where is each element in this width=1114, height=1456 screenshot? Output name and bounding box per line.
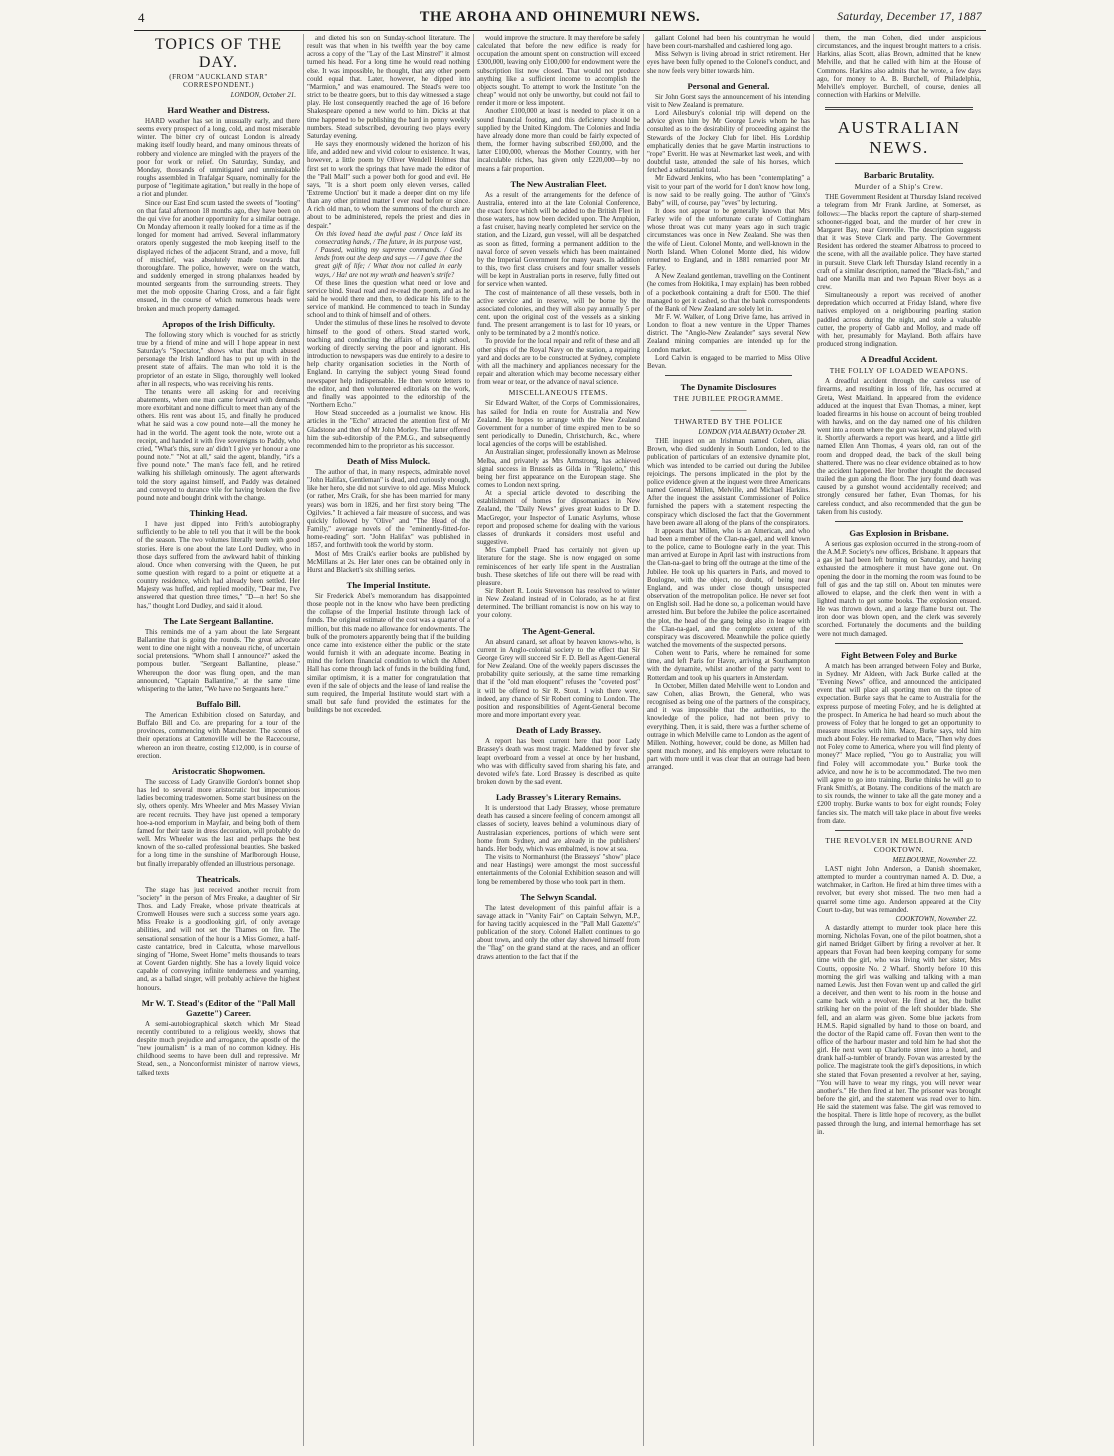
article-paragraph: THE inquest on an Irishman named Cohen, alias Brown, who died suddenly in South London, led to the publication of particulars of an extensive dynamite plot, which was intended to be carried out during the Jubilee rejoicings. The persons implicated in the plot by the police evidence given at the inquest were three Americans named General Millen, Melville, and Michael Harkins. After the inquest the assistant Commissioner of Police furnished the papers with a statement respecting the conspiracy which disclosed the fact that the Government have been aware all along of the plans of the conspirators. bbox=[647, 437, 810, 527]
article-paragraph: It appears that Millen, who is an American, and who had been a member of the Clan-na-gael, and well known to the police, came to Boulogne early in the year. This man arrived at Europe in April last with instructions from the Clan-na-gael to bring off the outrage at the time of the Jubilee. He took up his quarters in Paris, and moved to Boulogne, with the object, no doubt, of being near England, and was under close though unsuspected observation of the metropolitan police. He never set foot on English soil. Had he done so, a policeman would have arrested him. But before the Jubilee the police ascertained the plot, the head of the gang being also in league with the Clan-na-gael, and the complete extent of the conspiracy was discovered. Meanwhile the police quietly watched the movements of the suspected persons. bbox=[647, 526, 810, 649]
article-paragraph: An absurd canard, set afloat by heaven knows-who, is current in Anglo-colonial society to the effect that Sir George Grey will succeed Sir F. D. Bell as Agent-General for New Zealand. One of the weekly papers discusses the probability quite seriously, at the same time remarking that if the "old man eloquent" refuses the "coveted post" it will be offered to Sir R. Stout. I wish there were, indeed, any chance of Sir Robert coming to London. The position and responsibilities of Agent-General become more and more important every year. bbox=[477, 637, 640, 720]
headline-brassey: Death of Lady Brassey. bbox=[516, 725, 601, 736]
column-4 bbox=[644, 34, 814, 1446]
headline-thinking: Thinking Head. bbox=[189, 508, 248, 519]
article-paragraph: I have just dipped into Frith's autobiography sufficiently to be able to tell you that it will be the book of the season. The two volumes literally teem with good stories. Here is one about the late Lord Dudley, who in those days suffered from the awkward habit of thinking aloud. Once when conversing with the Queen, he put some question with regard to a point or etiquette at a country residence, which had already been settled. Her Majesty was huffed, and replied moodily, "Dear me, I've answered that question three times," "D—n her! So she has," thought Lord Dudley, and said it aloud. bbox=[137, 520, 300, 610]
dateline: LONDON (VIA ALBANY) October 28. bbox=[698, 428, 806, 437]
headline-agent: The Agent-General. bbox=[522, 625, 595, 636]
column-3 bbox=[474, 34, 644, 1446]
dateline: LONDON, October 21. bbox=[230, 91, 296, 99]
headline-accident: A Dreadful Accident. bbox=[860, 354, 938, 365]
article-paragraph: LAST night John Anderson, a Danish shoemaker, attempted to murder a countryman named A. D. Due, a watchmaker, in Carlton. He fired at him three times with a revolver, but every shot missed. The two men had a quarrel some time ago. Anderson appeared at the City Court to-day, but was remanded. bbox=[817, 864, 981, 914]
headline-selwyn: The Selwyn Scandal. bbox=[520, 891, 597, 902]
page-number: 4 bbox=[138, 10, 145, 25]
article-paragraph: Sir John Gorst says the announcement of his intending visit to New Zealand is premature. bbox=[647, 92, 810, 109]
article-paragraph: Simultaneously a report was received of another depredation which occurred at Friday Island, where five natives employed on a neighbouring pearling station paddled across during the night, and stole a valuable cutter, the property of Gabb and Molloy, and made off with her, presumably for Mayland. Both affairs have produced strong indignation. bbox=[817, 291, 981, 349]
headline-barbaric: Barbaric Brutality. bbox=[863, 170, 935, 181]
headline-remains: Lady Brassey's Literary Remains. bbox=[495, 792, 622, 803]
dateline: MELBOURNE, November 22. bbox=[892, 855, 977, 864]
headline-gas: Gas Explosion in Brisbane. bbox=[849, 527, 949, 538]
article-paragraph: The success of Lady Granville Gordon's bonnet shop has led to several more aristocratic but impecunious ladies becoming tradeswomen. Some start business on the sly, others openly. Mrs Wheeler and Mrs Massey Vivian are recent recruits. They have just opened a temporary hoe-a-nod emporium in Mayfair, and being both of them famed for their taste in dress decoration, will probably do well. Mrs Wheeler was the last and perhaps the best known of the so-called professional beauties. She basked for a long time in the sunshine of Marlborough House, but finally irreparably offended an illustrious personage. bbox=[137, 777, 300, 868]
article-paragraph: The American Exhibition closed on Saturday, and Buffalo Bill and Co. are preparing for a tour of the provinces, commencing with Manchester. The scenes of their operations at Cattenoville will be the Racecourse, whereon an iron theatre, costing £12,000, is in course of erection. bbox=[137, 711, 300, 760]
divider bbox=[665, 375, 792, 376]
headline-ballantine: The Late Sergeant Ballantine. bbox=[163, 615, 274, 626]
article-paragraph: A semi-autobiographical sketch which Mr Stead recently contributed to a religious weekly, shows that despite much prejudice and arrogance, the apostle of the "new journalism" is a man of no common kidney. His childhood seems to have been dull and repressive. Mr Stead, sen., a Nonconformist minister of narrow views, talked texts bbox=[137, 1019, 300, 1077]
divider bbox=[835, 830, 963, 831]
headline-revolver: THE REVOLVER IN MELBOURNE AND COOKTOWN. bbox=[825, 835, 973, 854]
article-paragraph: At a special article devoted to describing the establishment of homes for dipsomaniacs in New Zealand, the "Daily News" gives great kudos to Dr D. MacGregor, your Inspector of Lunatic Asylums, whose report and proposed scheme for dealing with the various classes of drunkards it considers most useful and suggestive. bbox=[477, 489, 640, 547]
article-paragraph: and dieted his son on Sunday-school literature. The result was that when in his twelfth year the boy came across a copy of the "Lay of the Last Minstrel" it almost turned his head. For a long time he would read nothing else. It was impossible, he thought, that any other poem could equal that. Later, however, he dipped into "Marmion," and was enamoured. The Stead's were too strict to be theatre goers, but to this day witnessed a stage play. He lost consequently reached the age of 16 before Shakespeare opened a new world to him. Dicks at that time happened to be publishing the bard in penny weekly numbers. Stead subscribed, devouring two plays every Saturday evening. bbox=[307, 34, 470, 140]
article-paragraph: Another £100,000 at least is needed to place it on a sound financial footing, and this deficiency should be supplied by the United Kingdom. The Colonies and India have already done more than could be fairly expected of them, the former having subscribed £60,000, and the latter £100,000, whereas the Mother Country, with her incalculable riches, has given only £220,000—by no means a fair proportion. bbox=[477, 107, 640, 173]
article-paragraph: Lord Calvin is engaged to be married to Miss Olive Bevan. bbox=[647, 353, 810, 370]
article-paragraph: A match has been arranged between Foley and Burke, in Sydney. Mr Aldeen, with Jack Burke called at the "Evening News" office, and announced the anticipated event that will place all sporting men on the tiptoe of expectation. Burke says that he came to Australia for the express purpose of meeting Foley, and he is delighted at the prospect. In America he had heard so much about the prowess of Foley that he longed to get an opportunity to measure muscles with him. Mace, Burke says, told him much about Foley. He remarked to Mace, "Then why does not Foley come to America, where you will find plenty of money?" Mace replied, "You go to Australia; you will find Foley will accommodate you." Burke took the advice, and now he is to be accommodated. The two men will agree to go into training. Burke thinks he will go to Frank Smith's, at Botany. The conditions of the match are to six rounds, the winner to take all the gate money and a £200 trophy. Burke wants to box for eight rounds; Foley fancies six. The match will take place in about five weeks from date. bbox=[817, 661, 981, 825]
article-paragraph: Sir Frederick Abel's memorandum has disappointed those people not in the know who have been predicting the collapse of the Imperial Institute through lack of funds. The original estimate of the cost was a quarter of a million, but this made no allowance for endowments. The bulk of the promoters apparently being that if the building once came into existence either the public or the state would furnish it with an adequate income. Beating in mind the forlorn financial condition to which the Albert Hall has come through lack of funds in the building fund, similar optimism, it is a matter for congratulation that even if the sale of objects and the lease of land realise the sum required, the Imperial Institute would start with a small but safe fund provided the estimates for the buildings be not exceeded. bbox=[307, 592, 470, 715]
article-paragraph: would improve the structure. It may therefore be safely calculated that before the new edifice is ready for occupation the amount spent on construction will exceed £300,000, leaving only £100,000 for endowment were the subscription list now closed. That would not produce anything like a sufficient income to accomplish the objects sought. To attempt to work the Institute "on the cheap" would not only be unworthy, but could not fail to render it more or less impotent. bbox=[477, 34, 640, 108]
article-paragraph: gallant Colonel had been his countryman he would have been court-marshalled and cashiered long ago. bbox=[647, 34, 810, 51]
article-paragraph: Sir Robert R. Louis Stevenson has resolved to winter in New Zealand instead of in Colorado, as he at first determined. The brilliant romancist is now on his way to your colony. bbox=[477, 587, 640, 620]
article-paragraph: them, the man Cohen, died under auspicious circumstances, and the inquest brought matters to a crisis. Harkins, alias Scott, alias Brown, admitted that he knew Melville, and that he called with him at the House of Commons. Harkins also admits that he wrote, a few days ago, for money to A. B. Burchell, of Philadelphia, Melville's employer. Burchell, of course, denies all connection with Harkins or Melville. bbox=[817, 34, 981, 100]
headline-shopwomen: Aristocratic Shopwomen. bbox=[171, 765, 266, 776]
article-paragraph: The latest development of this painful affair is a savage attack in "Vanity Fair" on Captain Selwyn, M.P., for having tacitly acquiesced in the "Pall Mall Gazette's" publication of the story. Colonel Hallett continues to go about town, and only the other day showed himself from the "flag" on the grand stand at the races, and an officer draws attention to the fact that if the bbox=[477, 903, 640, 961]
headline-fleet: The New Australian Fleet. bbox=[510, 178, 607, 189]
article-paragraph: It is understood that Lady Brassey, whose premature death has caused a sincere feeling of concern amongst all classes of society, leaves behind a voluminous diary of Australasian experiences, portions of which were sent home from Sydney, and are already in the publishers' hands. Her body, which was embalmed, is now at sea. bbox=[477, 804, 640, 853]
rule-dash: ———— bbox=[710, 405, 747, 416]
article-paragraph: Mrs Campbell Praed has certainly not given up literature for the stage. She is now engaged on some reminiscences of her early life spent in the Australian bush. These sketches of life out there will be read with pleasure. bbox=[477, 546, 640, 587]
article-paragraph: A report has been current here that poor Lady Brassey's death was most tragic. Maddened by fever she leapt overboard from a vessel at once by her husband, who was with difficulty saved from sharing his fate, and devoted wife's fate. Lord Brassey is described as quite broken down by the sad event. bbox=[477, 737, 640, 786]
headline-irish: Apropos of the Irish Difficulty. bbox=[162, 318, 275, 329]
article-paragraph: He says they enormously widened the horizon of his life, and added new and vivid colour to existence. It was, however, a little poem by Oliver Wendell Holmes that first set to work the springs that have made the editor of the "Pall Mall" such a power both for good and evil. He says, "It is a short poem only eleven verses, called 'Extreme Unction' but it made a deeper dint on my life than any other printed matter I ever read before or since. A rich old man, to whom the summons of the church are about to be administered, repels the priest and dies in despair." bbox=[307, 140, 470, 230]
issue-date: Saturday, December 17, 1887 bbox=[837, 11, 982, 23]
headline-buffalo: Buffalo Bill. bbox=[196, 699, 241, 709]
article-paragraph: A serious gas explosion occurred in the strong-room of the A.M.P. Society's new offices, Brisbane. It appears that a gas jet had been left burning on Saturday, and having exhausted the atmosphere it must have gone out. On opening the door in the morning the room was found to be full of gas and the tap still on. About ten minutes were allowed to elapse, and the clerk then went in with a lighted match to get some books. The explosion ensued. He was thrown down, and a large flame burst out. The iron door was blown open, and the clerk was severely scorched. Fortunately the documents and the building were not much damaged. bbox=[817, 539, 981, 638]
article-paragraph: The visits to Normanhurst (the Brasseys' "show" place and near Hastings) were amongst the most successful entertainments of the Colonial Exhibition season and will long be remembered by those who took part in them. bbox=[477, 853, 640, 886]
article-paragraph: Most of Mrs Craik's earlier books are published by McMillans at 2s. Her later ones can be obtained only in Hurst and Blackett's six shilling series. bbox=[307, 549, 470, 574]
columns bbox=[134, 34, 986, 1446]
subhead-folly: THE FOLLY OF LOADED WEAPONS. bbox=[829, 366, 969, 376]
article-paragraph: The cost of maintenance of all these vessels, both in active service and in reserve, will be borne by the associated colonies, and they will also pay annually 5 per cent. upon the original cost of the vessels as a sinking fund. The present arrangement is to last for 10 years, or only to be terminated by a 2 month's notice. bbox=[477, 288, 640, 338]
article-paragraph: This reminds me of a yarn about the late Sergeant Ballantine that is going the rounds. The great advocate went to dine one night with a nouveau riche, of uncertain social pretensions. "Whom shall I announce?" asked the pompous butler. "Sergeant Ballantine, please." Whereupon the door was flung open, and the man announced, "Captain Ballantine," at the same time whispering to the latter, "We have no Sergeants here." bbox=[137, 627, 300, 693]
section-title-australian: AUSTRALIAN NEWS. bbox=[837, 118, 961, 158]
article-paragraph: Mr Edward Jenkins, who has been "contemplating" a visit to your part of the world for I don't know how long, is now said to be really going. The author of "Ginx's Baby" will, of course, pay "eves" by lecturing. bbox=[647, 174, 810, 207]
headline-mulock: Death of Miss Mulock. bbox=[346, 455, 431, 466]
article-paragraph: Under the stimulus of these lines he resolved to devote himself to the good of others. Stead started work, teaching and conducting the affairs of a night school, working of directly serving the poor and ignorant. His introduction to newspapers was due entirely to a desire to help charity organisation societies in the North of England. In carrying the subject young Stead found newspaper help indispensable. He then wrote letters to the editor, and then volunteered editorials on the work, and finally was appointed to the editorship of the "Northern Echo." bbox=[307, 319, 470, 410]
headline-weather: Hard Weather and Distress. bbox=[167, 105, 270, 115]
column-1 bbox=[134, 34, 304, 1446]
article-paragraph: A dreadful accident through the careless use of firearms, and resulting in loss of life, has occurred at Greta, West Maitland. In appeared from the evidence adduced at the inquest that Evan Thomas, a miner, kept loaded firearms in his house on account of being troubled with hawks, and on the day named one of his children went into a room where the gun was kept, and played with it. Shortly afterwards a report was heard, and a little girl named Ellen Ann Thomas, 4 years old, ran out of the room and dropped dead, the back of the skull being shattered. There was no clear evidence obtained as to how the accident happened. Her brother thought the deceased trailed the gun along the floor. The jury found death was caused by a gunshot wound accidentally received; and strongly censured her father, Evan Thomas, for his careless conduct, and also recommended that the gun be taken from his custody. bbox=[817, 377, 981, 516]
newspaper-page bbox=[134, 8, 986, 1448]
article-paragraph: Since our East End scum tasted the sweets of "looting" on that fatal afternoon 18 months ago, they have been on the qui vive for another opportunity for a similar outrage. On Monday afternoon it really looked for a time as if the longed for moment had arrived. Several inflammatory orators openly suggested the mob keeping itself to the displayed riches of the adjacent Strand, and a move, full of mischief, was absolutely made towards that thoroughfare. The police, however, were on the watch, and suddenly emerged in strong phalanxes headed by mounted sergeants from the surrounding streets. They met the mob opposite Charing Cross, and a fair fight ensued, in the course of which numerous heads were broken and much property damaged. bbox=[137, 198, 300, 313]
article-paragraph: THE Government Resident at Thursday Island received a telegram from Mr Frank Jardine, at Somerset, as follows:—The blacks report the capture of sharp-sterned schooner-rigged boat, and the murder of her crew in Margaret Bay, near Grenville. The description suggests that it was Steve Clark and party. The Government Resident has ordered the steamer Albatross to proceed to the scene, with all the available police. They have started in pursuit. Steve Clark left Thursday Island recently in a craft of a similar description, named the "Black-fish," and had one Manilla man and two Papuan River boys as a crew. bbox=[817, 193, 981, 291]
article-paragraph: As a result of the arrangements for the defence of Australia, entered into at the late Colonial Conference, the exact force which will be added to the British Fleet in those waters, has now been decided upon. The Amphion, a fast cruiser, having nearly completed her service on the station, and the Lizard, gun vessel, will all be despatched as soon as fitted, forming a permanent addition to the naval force of seven vessels which has been maintained by the Imperial Government for many years. In addition to this, two first class cruisers and four smaller vessels will be kept in Australian ports in reserve, fully fitted out for service when wanted. bbox=[477, 190, 640, 289]
article-paragraph: Sir Edward Walter, of the Corps of Commissionaires, has sailed for India en route for Australia and New Zealand. He hopes to arrange with the New Zealand Government for a number of time expired men to be so sent periodically to Dunedin, Christchurch, &c., where local agencies of the corps will be established. bbox=[477, 399, 640, 449]
article-paragraph: Of these lines the question what need or love and service bind. Stead read and re-read the poem, and as he said he would there and then, to dedicate his life to the service of mankind. He commenced to teach in Sunday school and to think of himself and of others. bbox=[307, 278, 470, 320]
subhead-police: THWARTED BY THE POLICE bbox=[673, 417, 784, 427]
article-paragraph: To provide for the local repair and refit of these and all other ships of the Royal Navy on the station, a repairing yard and docks are to be constructed at Sydney, complete with all the machinery and appliances necessary for the repair and alteration which may become necessary either from wear or tear, or the advance of naval science. bbox=[477, 337, 640, 387]
article-paragraph: A dastardly attempt to murder took place here this morning. Nicholas Fovan, one of the pilot boatmen, shot a girl named Bridget Gilbert by firing a revolver at her. It appears that Fovan had been keeping company for some time with the girl, who was living with her sister, Mrs Coutts, opposite No. 2 Wharf. Shortly before 10 this morning the girl was walking and talking with a man named Lewis. Just then Fovan went up and called the girl a deceiver, and then went to his room in the house and came back with a revolver. He fired at her, the bullet striking her on the point of the left shoulder blade. She fell, and an alarm was given. Some blue jackets from H.M.S. Rapid signalled by hand to those on board, and the doctor of the Rapid came off. Fovan then went to the office of the harbour master and told him he had shot the girl. He next went up Charlotte street into a hotel, and drank half-a-tumbler of brandy. Fovan was arrested by the police. The magistrate took the girl's depositions, in which she stated that Fovan presented a revolver at her, saying, "You will have to wear my rings, you will never wear another's." He then fired at her. The prisoner was brought before the girl, and the statement was read over to him. He said the statement was false. The girl was removed to the hospital. There is little hope of recovery, as the bullet passed through the lung, and internal hemorrhage has set in. bbox=[817, 923, 981, 1136]
article-paragraph: Miss Selwyn is living abroad in strict retirement. Her eyes have been fully opened to the Colonel's conduct, and she now feels very bitter towards him. bbox=[647, 50, 810, 75]
divider bbox=[835, 163, 963, 164]
poem-verse: On this loved head the awful past / Once laid its consecrating hands, / The future, in its purpose vast, / Paused, waiting my supreme commands. / God lends from out the deep and says — / I gave thee the great gift of life; / What thou not called in early ways, / Ha! are not my wrath and heaven's strife? bbox=[315, 229, 462, 279]
article-paragraph: Mr F. W. Walker, of Long Drive fame, has arrived in London to float a new venture in the Upper Thames district. The "Anglo-New Zealander" says several New Zealand mining companies are intended up for the London market. bbox=[647, 313, 810, 354]
article-paragraph: In October, Millen dated Melville went to London and saw Cohen, alias Brown, the General, who was recognised as being one of the partners of the conspiracy, and it was impossible that the authorities, to the knowledge of the police, had not been privy to everything. Then, it is said, there was a further scheme of outrage in which Melville came to London as the agent of Millen. Nothing, however, could be done, as Millen had spent much money, and his employers were reluctant to part with more until it was clear that an outrage had been arranged. bbox=[647, 681, 810, 772]
article-paragraph: Cohen went to Paris, where he remained for some time, and left Paris for Havre, arriving at Southampton with the dynamite, whilst another of the party went to Rotterdam and took up his quarters in Amsterdam. bbox=[647, 649, 810, 682]
section-title-topics: TOPICS OF THE DAY. bbox=[154, 36, 283, 71]
headline-stead: Mr W. T. Stead's (Editor of the "Pall Mall Gazette") Career. bbox=[141, 997, 296, 1018]
headline-foley: Fight Between Foley and Burke bbox=[840, 649, 957, 660]
masthead bbox=[134, 8, 986, 31]
subhead-jubilee: THE JUBILEE PROGRAMME. bbox=[673, 394, 784, 404]
headline-personal: Personal and General. bbox=[687, 80, 770, 91]
dateline: COOKTOWN, November 22. bbox=[895, 914, 977, 923]
article-paragraph: An Australian singer, professionally known as Melrose Melba, and privately as Mrs Armstrong, has achieved signal success in Brussels as Gilda in "Rigoletto," this being her first appearance on the European stage. She comes to London next spring. bbox=[477, 448, 640, 489]
article-paragraph: The stage has just received another recruit from "society" in the person of Mrs Freake, a daughter of Sir Thos. and Lady Freake, whose private theatricals at Cromwell Houses were such a success some years ago. Miss Freake is a goodlooking girl, of only average abilities, and will not set the Thames on fire. The sensational sensation of the hour is a Miss Gomez, a half-caste cantatrice, bred in Calcutta, whose marvellous singing of "Home, Sweet Home" melts thousands to tears at Covent Garden nightly. She has a lovely liquid voice capable of conveying infinite tenderness and yearning, and, as a ballad singer, will probably achieve the highest honours. bbox=[137, 885, 300, 992]
divider bbox=[835, 643, 963, 644]
newspaper-title: THE AROHA AND OHINEMURI NEWS. bbox=[419, 9, 701, 25]
article-paragraph: The following story which is vouched for as strictly true by a friend of mine and will I hope appear in next Saturday's "Spectator," shows what that much abused personage the Irish landlord has to put up with in the present state of affairs. The man who told it is the proprietor of an estate in Sligo, thoroughly well looked after in all respects, who was receiving his rents. bbox=[137, 330, 300, 388]
headline-imperial: The Imperial Institute. bbox=[346, 580, 431, 590]
divider bbox=[835, 521, 963, 522]
source-line: (FROM "AUCKLAND STAR" CORRESPONDENT.) bbox=[169, 73, 268, 89]
article-paragraph: It does not appear to be generally known that Mrs Farley wife of the unfortunate curate of Cottingham whose throat was cut many years ago in such tragic circumstances was once in New Zealand. She was then the wife of Lieut. Colonel Monte, and well-known in the North Island. When Colonel Monte died, his widow returned to England, and in 1881 remarried poor Mr Farley. bbox=[647, 206, 810, 273]
subhead-murder: Murder of a Ship's Crew. bbox=[854, 182, 944, 192]
headline-dynamite: The Dynamite Disclosures bbox=[680, 382, 777, 393]
column-5 bbox=[814, 34, 984, 1446]
divider bbox=[825, 107, 973, 110]
article-paragraph: The author of that, in many respects, admirable novel "John Halifax, Gentleman" is dead, and curiously enough, like her hero, she did not survive to old age. Miss Mulock (or rather, Mrs Craik, for she has been married for many years) was born in 1826, and her first story being "The Ogilvies." It achieved a fair measure of success, and was quickly followed by "Olive" and "The Head of the Family," average novels of the "eminently-fitted-for-home-reading" sort. "John Halifax" was published in 1857, and forthwith took the world by storm. bbox=[307, 467, 470, 550]
article-paragraph: How Stead succeeded as a journalist we know. His articles in the "Echo" attracted the attention first of Mr Gladstone and then of Mr John Morley. The latter offered him the sub-editorship of the P.M.G., and subsequently recommended him to the proprietor as his successor. bbox=[307, 409, 470, 450]
article-paragraph: Lord Ailesbury's colonial trip will depend on the advice given him by Mr George Lewis whom he has consulted as to the desirability of proceeding against the Stewards of the Jockey Club for libel. His Lordship emphatically denies that he gave Martin instructions to "rope" Everitt. He was at Newmarket last week, and with doubtful taste, attended the sale of his horses, which fetched a substantial total. bbox=[647, 109, 810, 175]
article-paragraph: The tenants were all asking for and receiving abatements, when one man came forward with demands more exorbitant and none difficult to meet than any of the others. His rent was about 15, and finally he produced what he said was a cow pound note—all the money he had in the world. The agent took the note, wrote out a receipt, and handed it with five sovereigns to Paddy, who cried, "What's this, sure an' didn't I give yer honour a one pound note." "Not at all," said the agent, blandly, "it's a five pound note." The man's face fell, and he retired walking his shillelagh ominously. The agent afterwards told the story against himself, and Paddy was detained and conveyed to durance vile for having broken the five pound note and bought drink with the change. bbox=[137, 387, 300, 502]
article-paragraph: HARD weather has set in unusually early, and there seems every prospect of a long, cold, and most miserable winter. The bitter cry of outcast London is already making itself loudly heard, and many ominous threats of robbery and violence are mingled with the prayers of the poor for work or relief. On Saturday, Sunday, and Monday, thousands of unmitigated and unmistakable roughs assembled in Trafalgar Square, nominally for the purpose of "legitimate agitation," but really in the hope of a riot and plunder. bbox=[137, 117, 300, 199]
column-2 bbox=[304, 34, 474, 1446]
headline-theatricals: Theatricals. bbox=[196, 873, 241, 884]
headline-misc: MISCELLANEOUS ITEMS. bbox=[508, 388, 609, 398]
article-paragraph: A New Zealand gentleman, travelling on the Continent (he comes from Hokitika, I may explain) has been robbed of a pocketbook containing a draft for £500. The thief managed to get it cashed, so that the bank correspondents of the Bank of New Zealand are solely let in. bbox=[647, 272, 810, 313]
